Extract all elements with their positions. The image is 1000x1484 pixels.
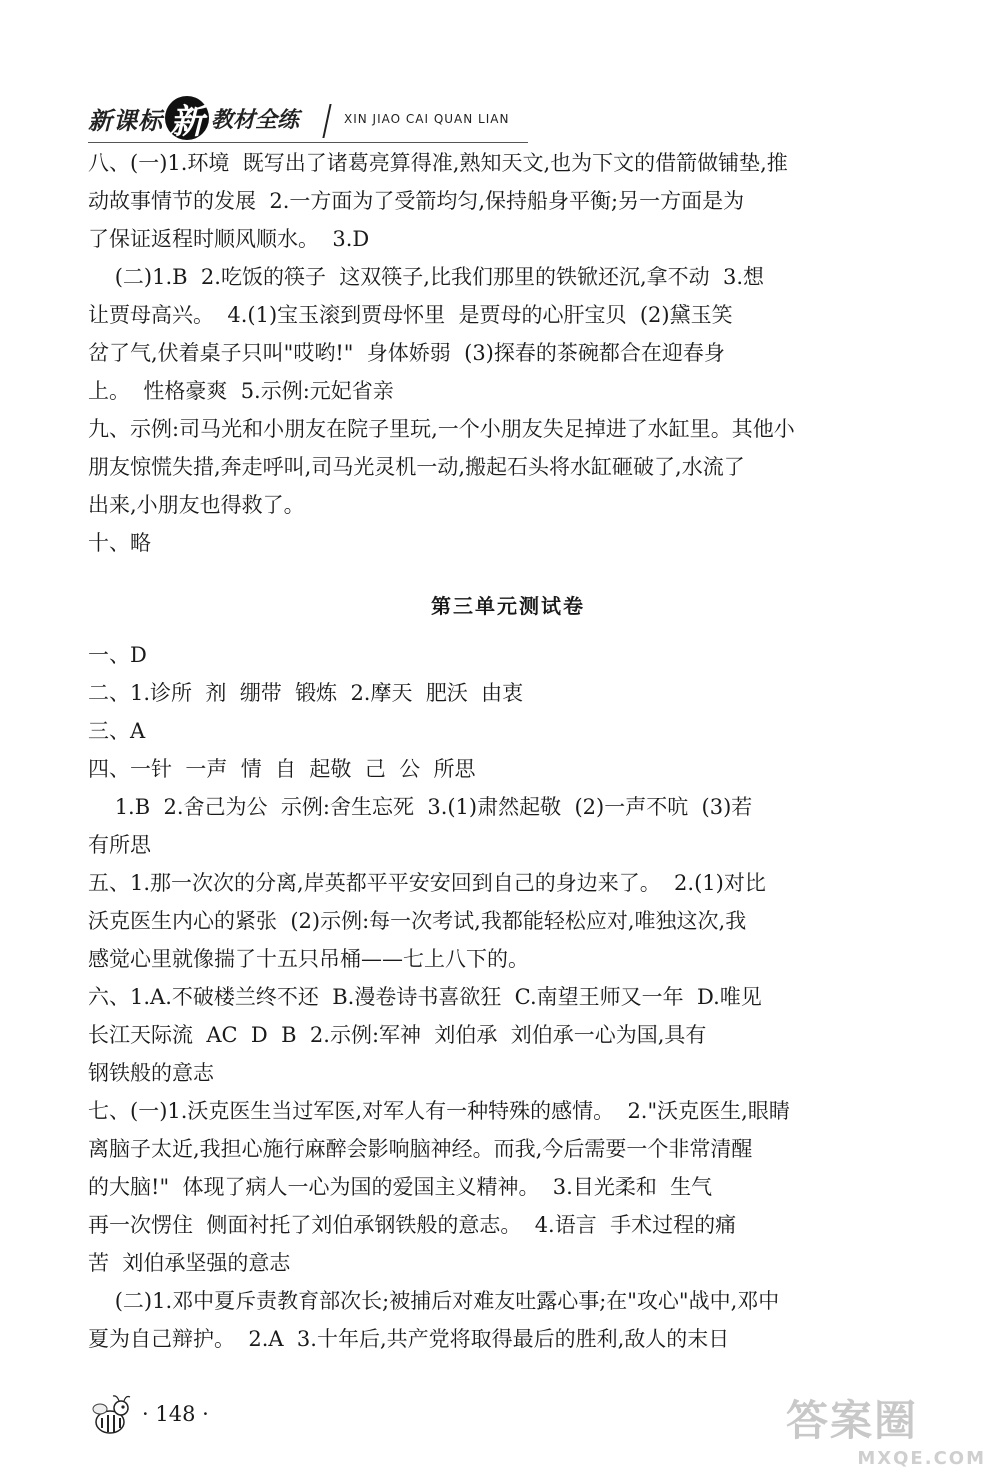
answer-line: 有所思 — [88, 833, 151, 857]
answer-line: 六、1.A.不破楼兰终不还 B.漫卷诗书喜欲狂 C.南望王师又一年 D.唯见 — [88, 985, 762, 1009]
answer-line: (二)1.邓中夏斥责教育部次长;被捕后对难友吐露心事;在"攻心"战中,邓中 — [88, 1289, 780, 1313]
answer-line: 九、示例:司马光和小朋友在院子里玩,一个小朋友失足掉进了水缸里。其他小 — [88, 417, 795, 441]
answer-line: 再一次愣住 侧面衬托了刘伯承钢铁般的意志。 4.语言 手术过程的痛 — [88, 1213, 737, 1237]
header-rule — [88, 142, 528, 143]
answers-unit-two-tail — [88, 144, 928, 562]
answer-line: (二)1.B 2.吃饭的筷子 这双筷子,比我们那里的铁锨还沉,拿不动 3.想 — [88, 265, 765, 289]
answer-line: 二、1.诊所 剂 绷带 锻炼 2.摩天 肥沃 由衷 — [88, 681, 524, 705]
answer-line: 七、(一)1.沃克医生当过军医,对军人有一种特殊的感情。 2."沃克医生,眼睛 — [88, 1099, 790, 1123]
header-romanized-title: XIN JIAO CAI QUAN LIAN — [344, 112, 510, 126]
logo-text-part2: 教材全练 — [211, 107, 300, 133]
watermark — [786, 1388, 986, 1468]
answer-line: 沃克医生内心的紧张 (2)示例:每一次考试,我都能轻松应对,唯独这次,我 — [88, 909, 747, 933]
answer-line: 三、A — [88, 719, 146, 743]
answer-line: 1.B 2.舍己为公 示例:舍生忘死 3.(1)肃然起敬 (2)一声不吭 (3)若 — [88, 795, 753, 819]
answers-unit-three — [88, 636, 928, 1358]
answer-line: 了保证返程时顺风顺水。 3.D — [88, 227, 370, 251]
section-title: 第三单元测试卷 — [431, 594, 585, 618]
answer-line: 八、(一)1.环境 既写出了诸葛亮算得准,熟知天文,也为下文的借箭做铺垫,推 — [88, 151, 788, 175]
answer-line: 四、一针 一声 情 自 起敬 己 公 所思 — [88, 757, 476, 781]
logo-text-part1: 新课标 — [88, 106, 163, 135]
answer-line: 苦 刘伯承坚强的意志 — [88, 1251, 291, 1275]
answer-line: 的大脑!" 体现了病人一心为国的爱国主义精神。 3.目光柔和 生气 — [88, 1175, 713, 1199]
watermark-main-text: 答案圈 — [786, 1396, 919, 1445]
answer-line: 朋友惊慌失措,奔走呼叫,司马光灵机一动,搬起石头将水缸砸破了,水流了 — [88, 455, 745, 479]
answer-line: 十、略 — [88, 531, 151, 555]
answer-line: 长江天际流 AC D B 2.示例:军神 刘伯承 刘伯承一心为国,具有 — [88, 1023, 707, 1047]
bee-mascot-icon — [88, 1394, 134, 1438]
answer-line: 让贾母高兴。 4.(1)宝玉滚到贾母怀里 是贾母的心肝宝贝 (2)黛玉笑 — [88, 303, 733, 327]
answer-line: 岔了气,伏着桌子只叫"哎哟!" 身体娇弱 (3)探春的茶碗都合在迎春身 — [88, 341, 725, 365]
answer-line: 上。 性格豪爽 5.示例:元妃省亲 — [88, 379, 394, 403]
answer-line: 一、D — [88, 643, 147, 667]
page-footer — [88, 1386, 308, 1446]
page-number: · 148 · — [142, 1402, 209, 1426]
answer-line: 感觉心里就像揣了十五只吊桶——七上八下的。 — [88, 947, 529, 971]
page-header — [88, 98, 538, 144]
watermark-url-text: MXQE.COM — [857, 1448, 986, 1469]
logo-xin-badge: 新 — [165, 96, 209, 140]
answer-line: 夏为自己辩护。 2.A 3.十年后,共产党将取得最后的胜利,敌人的末日 — [88, 1327, 730, 1351]
header-divider — [322, 104, 331, 138]
answer-line: 动故事情节的发展 2.一方面为了受箭均匀,保持船身平衡;另一方面是为 — [88, 189, 745, 213]
answer-content — [88, 144, 928, 1358]
series-logo — [88, 98, 300, 142]
answer-line: 离脑子太近,我担心施行麻醉会影响脑神经。而我,今后需要一个非常清醒 — [88, 1137, 753, 1161]
answer-line: 五、1.那一次次的分离,岸英都平平安安回到自己的身边来了。 2.(1)对比 — [88, 871, 766, 895]
answer-line: 钢铁般的意志 — [88, 1061, 214, 1085]
answer-line: 出来,小朋友也得救了。 — [88, 493, 305, 517]
